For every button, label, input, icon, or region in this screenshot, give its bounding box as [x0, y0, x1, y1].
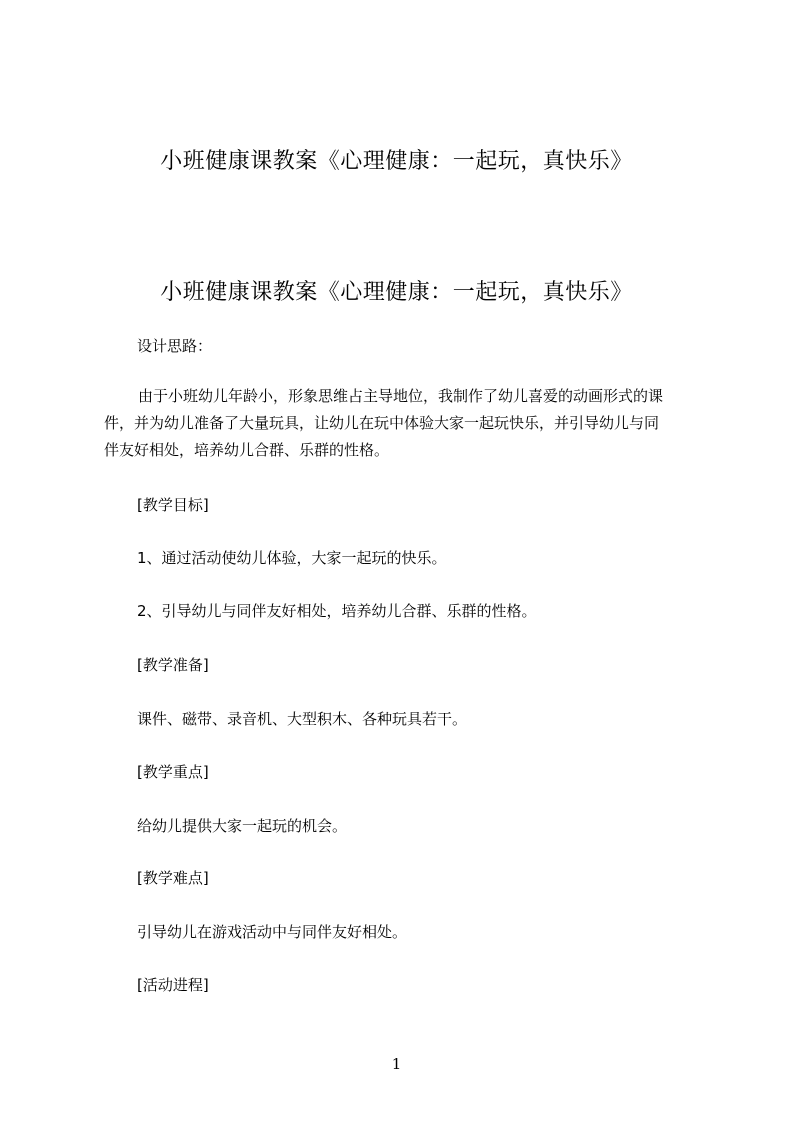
- difficulty-heading: [教学难点]: [137, 869, 209, 887]
- prep-text: 课件、磁带、录音机、大型积木、各种玩具若干。: [137, 710, 468, 728]
- design-paragraph-line: 件，并为幼儿准备了大量玩具，让幼儿在玩中体验大家一起玩快乐，并引导幼儿与同: [104, 414, 660, 432]
- process-heading: [活动进程]: [137, 976, 209, 994]
- prep-heading: [教学准备]: [137, 656, 209, 674]
- key-heading: [教学重点]: [137, 763, 209, 781]
- design-paragraph-line: 由于小班幼儿年龄小，形象思维占主导地位，我制作了幼儿喜爱的动画形式的课: [138, 387, 664, 405]
- document-heading: 小班健康课教案《心理健康：一起玩，真快乐》: [160, 280, 633, 305]
- design-paragraph: [104, 383, 698, 464]
- goal-item-1: 1、通过活动使幼儿体验，大家一起玩的快乐。: [137, 549, 447, 567]
- page-number: 1: [391, 1055, 402, 1073]
- key-text: 给幼儿提供大家一起玩的机会。: [137, 817, 348, 835]
- goal-item-2: 2、引导幼儿与同伴友好相处，培养幼儿合群、乐群的性格。: [137, 602, 537, 620]
- difficulty-text: 引导幼儿在游戏活动中与同伴友好相处。: [137, 923, 408, 941]
- document-title: 小班健康课教案《心理健康：一起玩，真快乐》: [160, 149, 633, 174]
- design-label: 设计思路：: [137, 337, 213, 355]
- goals-heading: [教学目标]: [137, 496, 209, 514]
- design-paragraph-line: 伴友好相处，培养幼儿合群、乐群的性格。: [104, 441, 390, 459]
